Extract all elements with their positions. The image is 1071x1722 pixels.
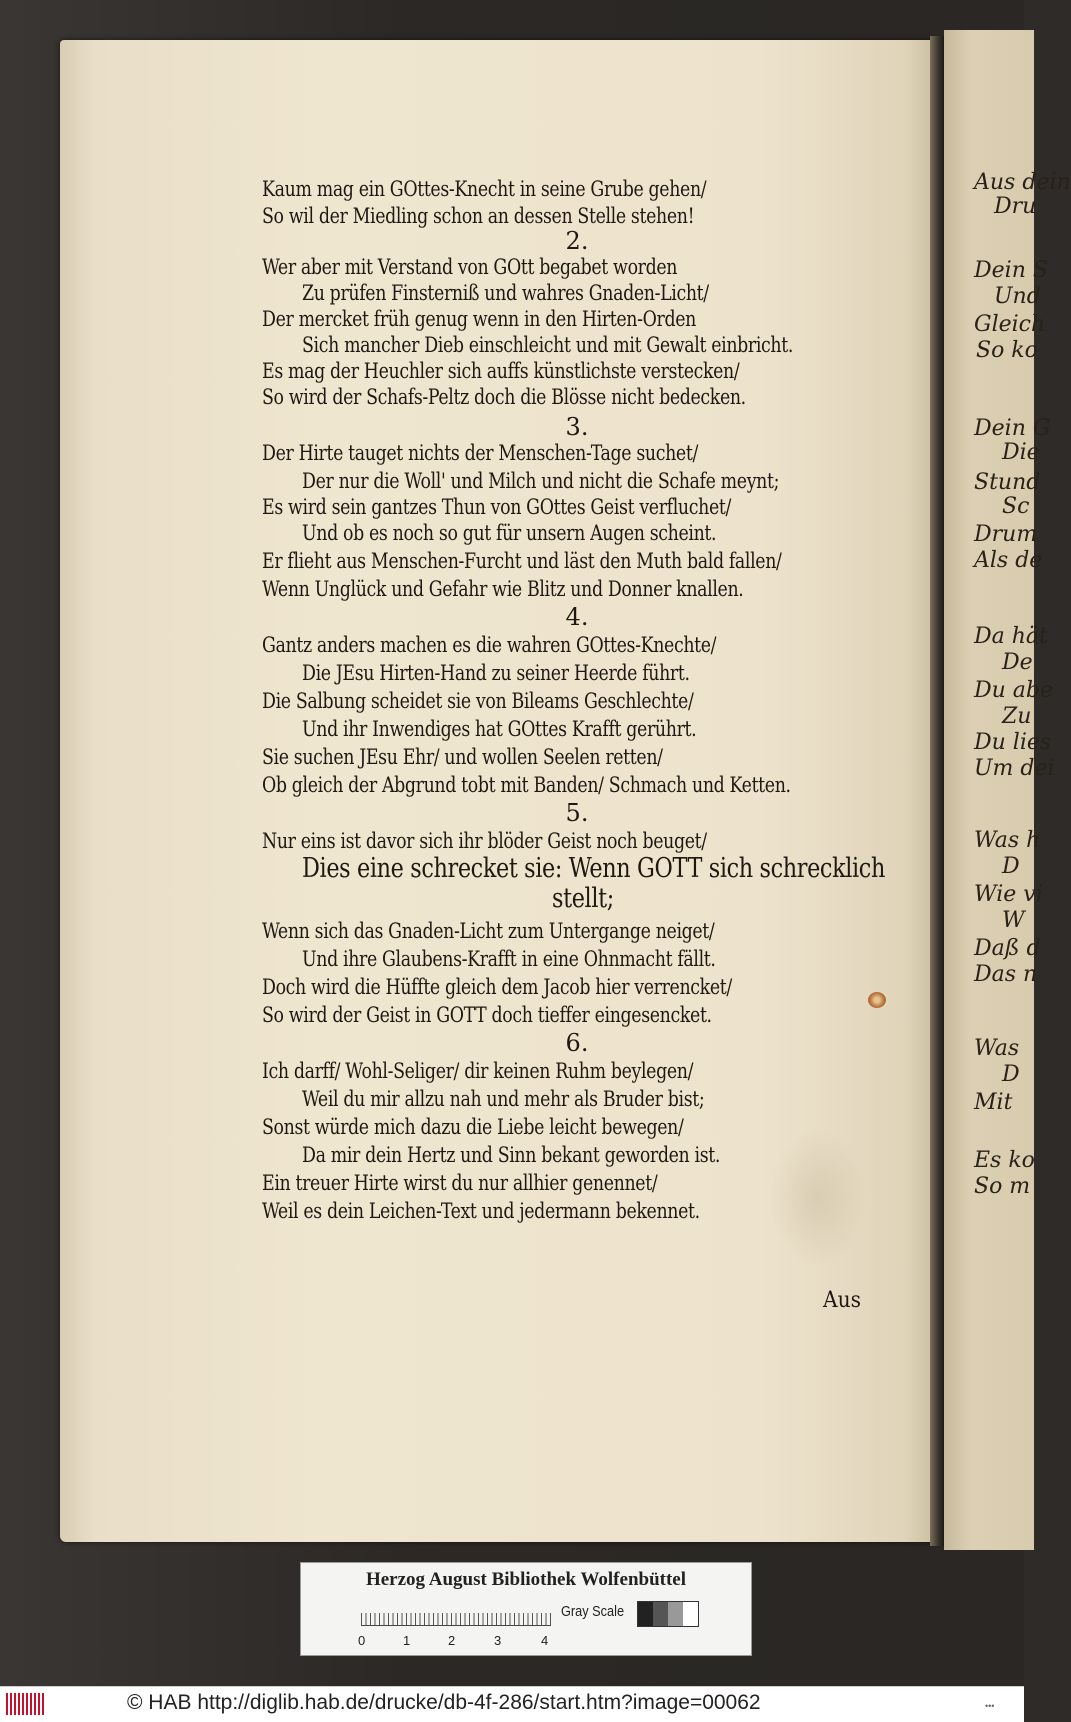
next-page-fragment: Zu [1002, 704, 1032, 729]
next-page-fragment: Als de [974, 548, 1043, 573]
verse-line: So wird der Schafs-Peltz doch die Blösse nicht bedecken. [262, 385, 746, 409]
footer-dots: ••• [985, 1701, 995, 1711]
verse-line: Dies eine schrecket sie: Wenn GOTT sich schrecklich [302, 853, 885, 884]
next-page-edge [944, 30, 1071, 1550]
verse-line: Und ihre Glaubens-Krafft in eine Ohnmacht fällt. [302, 947, 716, 971]
library-name: Herzog August Bibliothek Wolfenbüttel [365, 1569, 687, 1590]
verse-line: Wer aber mit Verstand von GOtt begabet worden [262, 255, 678, 279]
verse-line: Der mercket früh genug wenn in den Hirten-Orden [262, 307, 696, 331]
verse-line: Ob gleich der Abgrund tobt mit Banden/ Schmach und Ketten. [262, 773, 791, 797]
ruler-number: 3 [494, 1633, 502, 1648]
verse-line: Die Salbung scheidet sie von Bileams Geschlechte/ [262, 689, 694, 713]
next-page-fragment: So m [974, 1174, 1031, 1199]
verse-line: stellt; [552, 883, 614, 914]
next-page-fragment: Und [994, 284, 1041, 309]
verse-line: Doch wird die Hüffte gleich dem Jacob hier verrencket/ [262, 975, 732, 999]
next-page-fragment: W [1002, 908, 1025, 933]
ruler-number: 2 [448, 1633, 456, 1648]
library-color-card [300, 1562, 752, 1656]
next-page-fragment: Das n [974, 962, 1038, 987]
book-gutter [930, 36, 944, 1546]
verse-line: Und ihr Inwendiges hat GOttes Krafft gerührt. [302, 717, 697, 741]
next-page-fragment: Sc [1002, 494, 1030, 519]
verse-line: So wil der Miedling schon an dessen Stelle stehen! [262, 204, 695, 228]
verse-line: Ein treuer Hirte wirst du nur allhier genennet/ [262, 1171, 658, 1195]
measurement-ruler [361, 1605, 551, 1626]
gray-swatch [638, 1602, 653, 1626]
next-page-fragment: Drum [974, 522, 1038, 547]
verse-line: Sich mancher Dieb einschleicht und mit Gewalt einbricht. [302, 333, 794, 357]
stanza-number: 3. [565, 413, 589, 441]
verse-line: Er flieht aus Menschen-Furcht und läst den Muth bald fallen/ [262, 549, 782, 573]
gray-swatch [653, 1602, 668, 1626]
verse-line: Weil es dein Leichen-Text und jedermann bekennet. [262, 1199, 700, 1223]
verse-line: Sonst würde mich dazu die Liebe leicht bewegen/ [262, 1115, 684, 1139]
verse-line: Die JEsu Hirten-Hand zu seiner Heerde führt. [302, 661, 690, 685]
next-page-fragment: Wie vi [974, 882, 1043, 907]
hab-logo-icon [6, 1693, 46, 1715]
verse-line: Zu prüfen Finsterniß und wahres Gnaden-Licht/ [302, 281, 709, 305]
next-page-fragment: Stund [974, 470, 1041, 495]
verse-line: Nur eins ist davor sich ihr blöder Geist noch beuget/ [262, 829, 707, 853]
gray-swatch [683, 1602, 698, 1626]
stanza-number: 6. [565, 1029, 589, 1057]
verse-line: Da mir dein Hertz und Sinn bekant geworden ist. [302, 1143, 721, 1167]
next-page-fragment: Aus dein [974, 170, 1071, 195]
next-page-fragment: Du lies [974, 730, 1052, 755]
next-page-fragment: So ko [976, 338, 1038, 363]
next-page-fragment: Daß d [974, 936, 1041, 961]
next-page-fragment: Es ko [974, 1148, 1035, 1173]
verse-line: Wenn sich das Gnaden-Licht zum Untergange neiget/ [262, 919, 715, 943]
ruler-number: 1 [403, 1633, 411, 1648]
catchword: Aus [823, 1288, 862, 1313]
verse-line: Gantz anders machen es die wahren GOttes-Knechte/ [262, 633, 717, 657]
verse-line: Weil du mir allzu nah und mehr als Bruder bist; [302, 1087, 705, 1111]
verse-line: Und ob es noch so gut für unsern Augen scheint. [302, 521, 717, 545]
next-page-fragment: Mit [974, 1090, 1013, 1115]
verse-line: Sie suchen JEsu Ehr/ und wollen Seelen retten/ [262, 745, 663, 769]
next-page-fragment: Was h [974, 828, 1041, 853]
next-page-fragment: Die [1002, 440, 1040, 465]
next-page-fragment: D [1002, 1062, 1020, 1087]
ruler-number: 4 [541, 1633, 549, 1648]
next-page-fragment: Dein G [974, 416, 1051, 441]
viewer-footer [0, 1686, 1024, 1722]
paper-stain [868, 992, 886, 1008]
verse-line: Es mag der Heuchler sich auffs künstlichste verstecken/ [262, 359, 740, 383]
stanza-number: 2. [565, 227, 589, 255]
gray-scale-swatches [637, 1601, 699, 1627]
stanza-number: 4. [565, 603, 589, 631]
stanza-number: 5. [565, 799, 589, 827]
verse-line: Ich darff/ Wohl-Seliger/ dir keinen Ruhm beylegen/ [262, 1059, 694, 1083]
next-page-fragment: Gleich [974, 312, 1046, 337]
gray-scale-label: Gray Scale [561, 1603, 625, 1620]
ruler-number: 0 [358, 1633, 366, 1648]
verse-line: Der Hirte tauget nichts der Menschen-Tage suchet/ [262, 441, 698, 465]
next-page-fragment: Um dei [974, 756, 1055, 781]
next-page-fragment: Du abe [974, 678, 1054, 703]
next-page-fragment: Dru [994, 194, 1037, 219]
next-page-fragment: D [1002, 854, 1020, 879]
verse-line: Der nur die Woll' und Milch und nicht die Schafe meynt; [302, 469, 780, 493]
bleed-through-ornament [768, 1128, 866, 1268]
verse-line: Kaum mag ein GOttes-Knecht in seine Grube gehen/ [262, 177, 707, 201]
gray-swatch [668, 1602, 683, 1626]
next-page-fragment: Was [974, 1036, 1020, 1061]
copyright-url[interactable]: © HAB http://diglib.hab.de/drucke/db-4f-286/start.htm?image=00062 [127, 1691, 761, 1714]
verse-line: Wenn Unglück und Gefahr wie Blitz und Donner knallen. [262, 577, 744, 601]
verse-line: Es wird sein gantzes Thun von GOttes Geist verfluchet/ [262, 495, 731, 519]
next-page-fragment: De [1002, 650, 1033, 675]
next-page-fragment: Da hät [974, 624, 1048, 649]
next-page-fragment: Dein S [974, 258, 1048, 283]
verse-line: So wird der Geist in GOTT doch tieffer eingesencket. [262, 1003, 712, 1027]
